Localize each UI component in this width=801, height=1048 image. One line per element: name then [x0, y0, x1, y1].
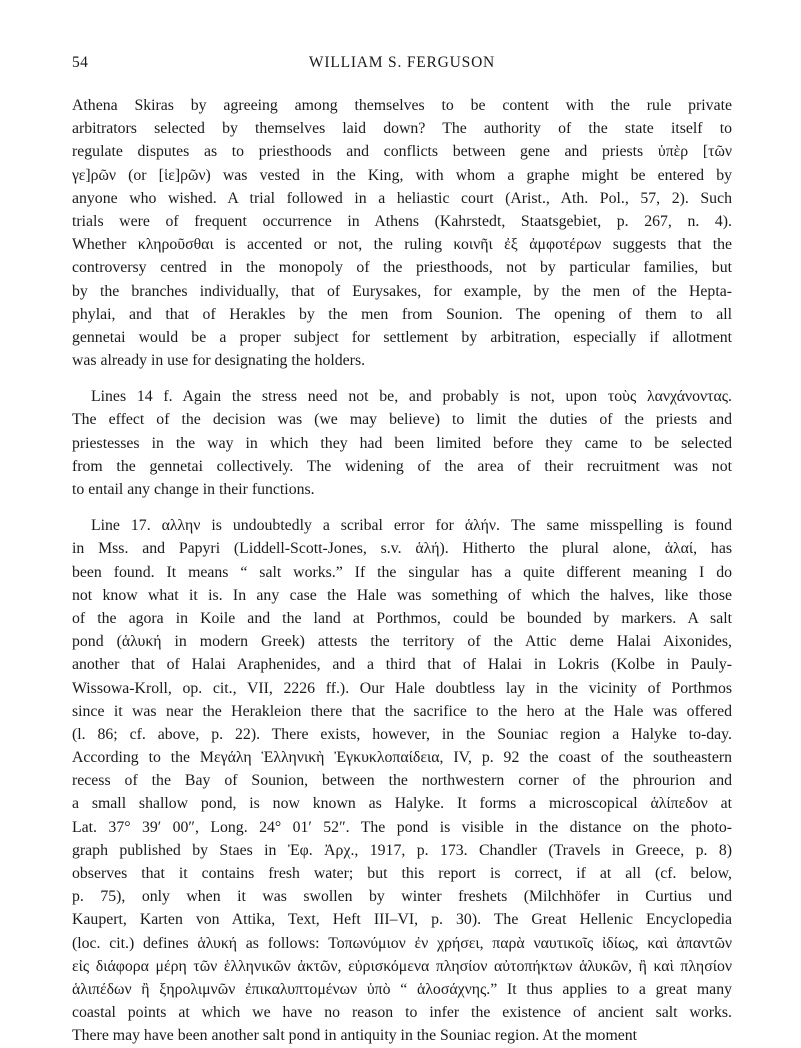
text-line: regulate disputes as to priesthoods and conflicts between gene and priests ὑπὲρ [τῶν: [72, 143, 732, 161]
text-line: controversy centred in the monopoly of the priesthoods, not by particular families, but: [72, 259, 732, 277]
text-line: to entail any change in their functions.: [72, 481, 315, 498]
text-line: γε]ρῶν (or [ἱε]ρῶν) was vested in the King, with whom a graphe might be entered by: [72, 166, 732, 184]
text-line: p. 75), only when it was swollen by winter freshets (Milchhöfer in Curtius und: [72, 888, 732, 906]
text-line: The effect of the decision was (we may believe) to limit the duties of the priests and: [72, 411, 732, 429]
text-line: priestesses in the way in which they had been limited before they came to be selected: [72, 434, 732, 452]
text-line: Line 17. αλλην is undoubtedly a scribal error for ἁλήν. The same misspelling is found: [91, 517, 732, 535]
text-line: recess of the Bay of Sounion, between the northwestern corner of the phrourion and: [72, 772, 732, 790]
text-line: a small shallow pond, is now known as Halyke. It forms a microscopical ἁλίπεδον at: [72, 795, 732, 813]
paragraph-line-17-hale: [72, 514, 732, 1047]
text-line: Wissowa-Kroll, op. cit., VII, 2226 ff.). Our Hale doubtless lay in the vicinity of Porthmos: [72, 679, 732, 697]
text-line: Kaupert, Karten von Attika, Text, Heft III–VI, p. 30). The Great Hellenic Encyclopedia: [72, 911, 732, 929]
text-line: of the agora in Koile and the land at Porthmos, could be bounded by markers. A salt: [72, 609, 732, 627]
text-line: According to the Μεγάλη Ἑλληνικὴ Ἐγκυκλοπαίδεια, IV, p. 92 the coast of the southeastern: [72, 749, 732, 767]
text-line: gennetai would be a proper subject for settlement by arbitration, especially if allotment: [72, 328, 732, 346]
text-line: pond (ἁλυκή in modern Greek) attests the territory of the Attic deme Halai Aixonides,: [72, 633, 732, 651]
page-body: [72, 54, 732, 1048]
text-line: ἁλιπέδων ἢ ξηρολιμνῶν ἐπικαλυπτομένων ὑπὸ “ ἁλοσάχνης.” It thus applies to a great many: [72, 980, 732, 998]
text-line: been found. It means “ salt works.” If the singular has a quite different meaning I do: [72, 563, 732, 581]
text-line: not know what it is. In any case the Hale was something of which the halves, like those: [72, 586, 732, 604]
text-line: graph published by Staes in Ἐφ. Ἀρχ., 1917, p. 173. Chandler (Travels in Greece, p. 8): [72, 841, 732, 859]
text-line: (loc. cit.) defines ἁλυκή as follows: Τοπωνύμιον ἐν χρήσει, παρὰ ναυτικοῖς ἰδίως, καὶ ἀπαντῶν: [72, 934, 732, 952]
text-line: in Mss. and Papyri (Liddell-Scott-Jones, s.v. ἁλή). Hitherto the plural alone, ἁλαί, has: [72, 540, 732, 558]
text-line: εἰς διάφορα μέρη τῶν ἑλληνικῶν ἀκτῶν, εὑρισκόμενα πλησίον αὐτοπήκτων ἁλυκῶν, ἢ καὶ πλησίον: [72, 957, 732, 975]
text-line: Whether κληροῦσθαι is accented or not, the ruling κοινῆι ἐξ ἀμφοτέρων suggests that the: [72, 236, 732, 254]
running-head: [72, 54, 732, 78]
text-line: coastal points at which we have no reason to infer the existence of ancient salt works.: [72, 1004, 732, 1022]
text-line: (l. 86; cf. above, p. 22). There exists, however, in the Souniac region a Halyke to-day.: [72, 725, 732, 743]
text-line: was already in use for designating the holders.: [72, 352, 366, 370]
text-line: Lines 14 f. Again the stress need not be, and probably is not, upon τοὺς λανχάνοντας.: [91, 388, 732, 406]
text-line: from the gennetai collectively. The widening of the area of their recruitment was not: [72, 457, 732, 475]
text-line: observes that it contains fresh water; but this report is correct, if at all (cf. below,: [72, 865, 732, 882]
text-line: Lat. 37° 39′ 00″, Long. 24° 01′ 52″. The pond is visible in the distance on the photo-: [72, 818, 732, 836]
text-line: trials were of frequent occurrence in Athens (Kahrstedt, Staatsgebiet, p. 267, n. 4).: [72, 212, 732, 230]
paragraph-hieros-arbitration: [72, 94, 732, 372]
text-line: arbitrators selected by themselves laid down? The authority of the state itself to: [72, 120, 732, 138]
text-line: another that of Halai Araphenides, and a third that of Halai in Lokris (Kolbe in Pauly-: [72, 656, 732, 674]
running-head-author: WILLIAM S. FERGUSON: [308, 54, 496, 71]
text-line: by the branches individually, that of Eurysakes, for example, by the men of the Hepta-: [72, 282, 732, 300]
page-number: 54: [72, 54, 89, 71]
text-line: since it was near the Herakleion there that the sacrifice to the hero at the Hale was offered: [72, 702, 732, 720]
text-line: phylai, and that of Herakles by the men from Sounion. The opening of them to all: [72, 305, 732, 323]
text-line: There may have been another salt pond in antiquity in the Souniac region. At the moment: [72, 1027, 638, 1045]
paragraph-lines-14: [72, 385, 732, 501]
text-line: Athena Skiras by agreeing among themselves to be content with the rule private: [72, 97, 732, 114]
text-line: anyone who wished. A trial followed in a heliastic court (Arist., Ath. Pol., 57, 2). Such: [72, 189, 732, 207]
